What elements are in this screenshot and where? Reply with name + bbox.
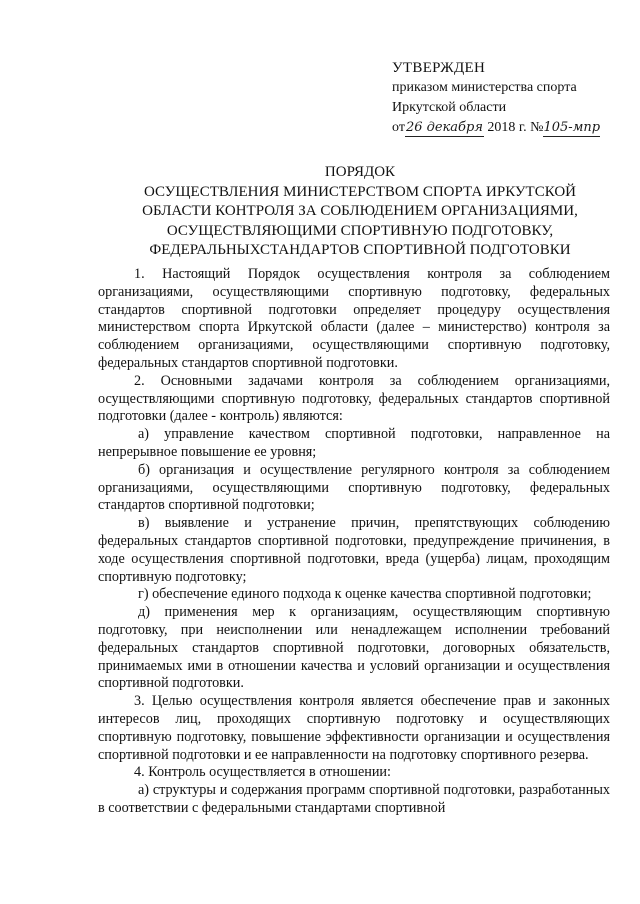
title-line: ФЕДЕРАЛЬНЫХСТАНДАРТОВ СПОРТИВНОЙ ПОДГОТОВКИ	[149, 242, 571, 258]
title-line: ПОРЯДОК	[324, 164, 396, 180]
list-item-v: в) выявление и устранение причин, препятствующих соблюдению федеральных стандартов спортивной подготовки, предупреждение причинения, в ходе осуществления спортивной подготовки, вреда (ущерба) лицам, проходящим спортивную подготовку;	[98, 515, 610, 585]
approval-block	[392, 58, 632, 138]
title-line: ОСУЩЕСТВЛЯЮЩИМИ СПОРТИВНУЮ ПОДГОТОВКУ,	[166, 222, 554, 239]
paragraph-2: 2. Основными задачами контроля за соблюдением организациями, осуществляющими спортивную подготовку, федеральных стандартов спортивной подготовки (далее - контроль) являются:	[98, 372, 610, 425]
document-title	[100, 163, 620, 261]
approval-date-row	[392, 118, 632, 138]
paragraph-1: 1. Настоящий Порядок осуществления контроля за соблюдением организациями, осуществляющими спортивную подготовку, федеральных стандартов спортивной подготовки определяет процедуру осуществления министерством спорта Иркутской области (далее – министерство) контроля за соблюдением организациями, осуществляющими спортивную подготовку, федеральных стандартов спортивной подготовки.	[98, 266, 610, 371]
handwritten-number: 105-мпр	[543, 120, 601, 135]
list-item-a-2: а) структуры и содержания программ спортивной подготовки, разработанных в соответствии с федеральными стандартами спортивной	[98, 782, 610, 816]
list-item-d: д) применения мер к организациям, осуществляющим спортивную подготовку, при неисполнении или ненадлежащем исполнении требований федеральных стандартов спортивной подготовки, договорных обязательств, принимаемых ими в отношении качества и условий организации и осуществления спортивной подготовки.	[98, 604, 610, 692]
approval-region-line: Иркутской области	[392, 100, 507, 115]
date-prefix: от	[392, 120, 405, 135]
list-item-b: б) организация и осуществление регулярного контроля за соблюдением организациями, осуществляющими спортивную подготовку, федеральных стандартов спортивной подготовки;	[98, 461, 610, 514]
paragraph-3: 3. Целью осуществления контроля является обеспечение прав и законных интересов лиц, проходящих спортивную подготовку и осуществляющих спортивную подготовку, повышение эффективности организации и осуществления спортивной подготовки и ее направленности на подготовку спортивного резерва.	[98, 693, 610, 763]
title-line: ОБЛАСТИ КОНТРОЛЯ ЗА СОБЛЮДЕНИЕМ ОРГАНИЗАЦИЯМИ,	[142, 203, 578, 219]
list-item-a: а) управление качеством спортивной подготовки, направленное на непрерывное повышение ее уровня;	[98, 426, 610, 460]
handwritten-date: 26 декабря	[405, 120, 483, 135]
document-body	[98, 266, 610, 818]
list-item-g: г) обеспечение единого подхода к оценке качества спортивной подготовки;	[138, 586, 592, 603]
title-line: ОСУЩЕСТВЛЕНИЯ МИНИСТЕРСТВОМ СПОРТА ИРКУТСКОЙ	[143, 183, 577, 200]
paragraph-4: 4. Контроль осуществляется в отношении:	[134, 764, 391, 781]
approval-order-line: приказом министерства спорта	[392, 80, 577, 95]
approval-heading: УТВЕРЖДЕН	[392, 60, 486, 76]
date-year: 2018 г. №	[487, 120, 544, 135]
